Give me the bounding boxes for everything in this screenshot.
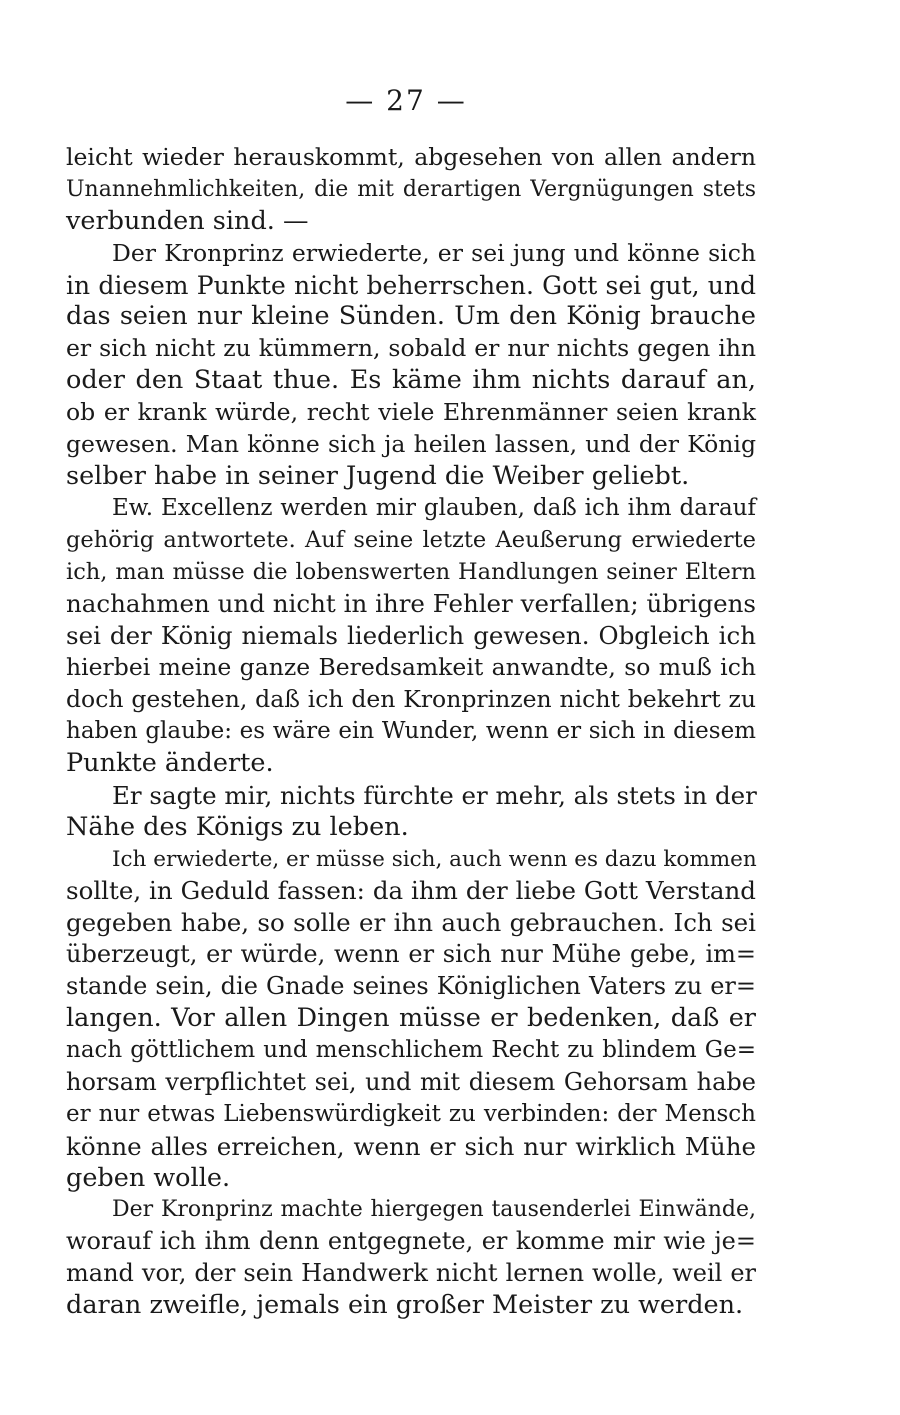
text-line: Punkte änderte. — [66, 747, 274, 778]
text-line: ob er krank würde, recht viele Ehrenmänner seien krank — [66, 398, 756, 427]
text-line: ich, man müsse die lobenswerten Handlungen seiner Eltern — [66, 558, 756, 585]
text-line: verbunden sind. — — [66, 205, 309, 236]
text-line: oder den Staat thue. Es käme ihm nichts darauf an, — [66, 365, 756, 396]
text-line: haben glaube: es wäre ein Wunder, wenn er sich in diesem — [66, 718, 756, 745]
text-line: sollte, in Geduld fassen: da ihm der liebe Gott Verstand — [66, 876, 756, 906]
text-line: er nur etwas Liebenswürdigkeit zu verbinden: der Mensch — [66, 1100, 756, 1127]
text-line: leicht wieder herauskommt, abgesehen von allen andern — [66, 143, 756, 171]
text-line: Ich erwiederte, er müsse sich, auch wenn es dazu kommen — [112, 846, 757, 872]
text-line: überzeugt, er würde, wenn er sich nur Mühe gebe, im= — [66, 940, 756, 969]
text-line: gegeben habe, so solle er ihn auch gebrauchen. Ich sei — [66, 908, 756, 938]
text-line: Unannehmlichkeiten, die mit derartigen Vergnügungen stets — [66, 176, 756, 202]
text-line: stande sein, die Gnade seines Königlichen Vaters zu er= — [66, 972, 756, 1001]
text-line: mand vor, der sein Handwerk nicht lernen wolle, weil er — [66, 1259, 756, 1288]
text-line: Der Kronprinz erwiederte, er sei jung und könne sich — [112, 238, 756, 267]
text-line: horsam verpflichtet sei, und mit diesem Gehorsam habe — [66, 1067, 756, 1096]
text-line: doch gestehen, daß ich den Kronprinzen nicht bekehrt zu — [66, 685, 756, 714]
text-line: Ew. Excellenz werden mir glauben, daß ich ihm darauf — [112, 494, 756, 521]
text-line: hierbei meine ganze Beredsamkeit anwandte, so muß ich — [66, 653, 756, 682]
text-line: sei der König niemals liederlich gewesen. Obgleich ich — [66, 621, 756, 651]
text-line: worauf ich ihm denn entgegnete, er komme mir wie je= — [66, 1227, 756, 1256]
text-line: daran zweifle, jemals ein großer Meister zu werden. — [66, 1290, 744, 1321]
text-line: er sich nicht zu kümmern, sobald er nur nichts gegen ihn — [66, 334, 756, 363]
text-line: selber habe in seiner Jugend die Weiber geliebt. — [66, 460, 690, 491]
text-line: langen. Vor allen Dingen müsse er bedenken, daß er — [66, 1003, 756, 1034]
text-line: gewesen. Man könne sich ja heilen lassen, und der König — [66, 430, 756, 459]
text-line: könne alles erreichen, wenn er sich nur wirklich Mühe — [66, 1131, 756, 1161]
text-line: Nähe des Königs zu leben. — [66, 811, 409, 842]
text-line: in diesem Punkte nicht beherrschen. Gott sei gut, und — [66, 270, 756, 300]
text-line: geben wolle. — [66, 1162, 231, 1193]
text-line: das seien nur kleine Sünden. Um den König brauche — [66, 301, 756, 332]
text-line: nach göttlichem und menschlichem Recht zu blindem Ge= — [66, 1036, 756, 1063]
text-line: Er sagte mir, nichts fürchte er mehr, als stets in der — [112, 780, 757, 810]
text-line: nachahmen und nicht in ihre Fehler verfallen; übrigens — [66, 589, 756, 619]
text-line: gehörig antwortete. Auf seine letzte Aeußerung erwiederte — [66, 526, 756, 553]
page-number: — 27 — — [345, 84, 467, 117]
body-text — [66, 142, 756, 1322]
text-line: Der Kronprinz machte hiergegen tausenderlei Einwände, — [112, 1197, 756, 1223]
